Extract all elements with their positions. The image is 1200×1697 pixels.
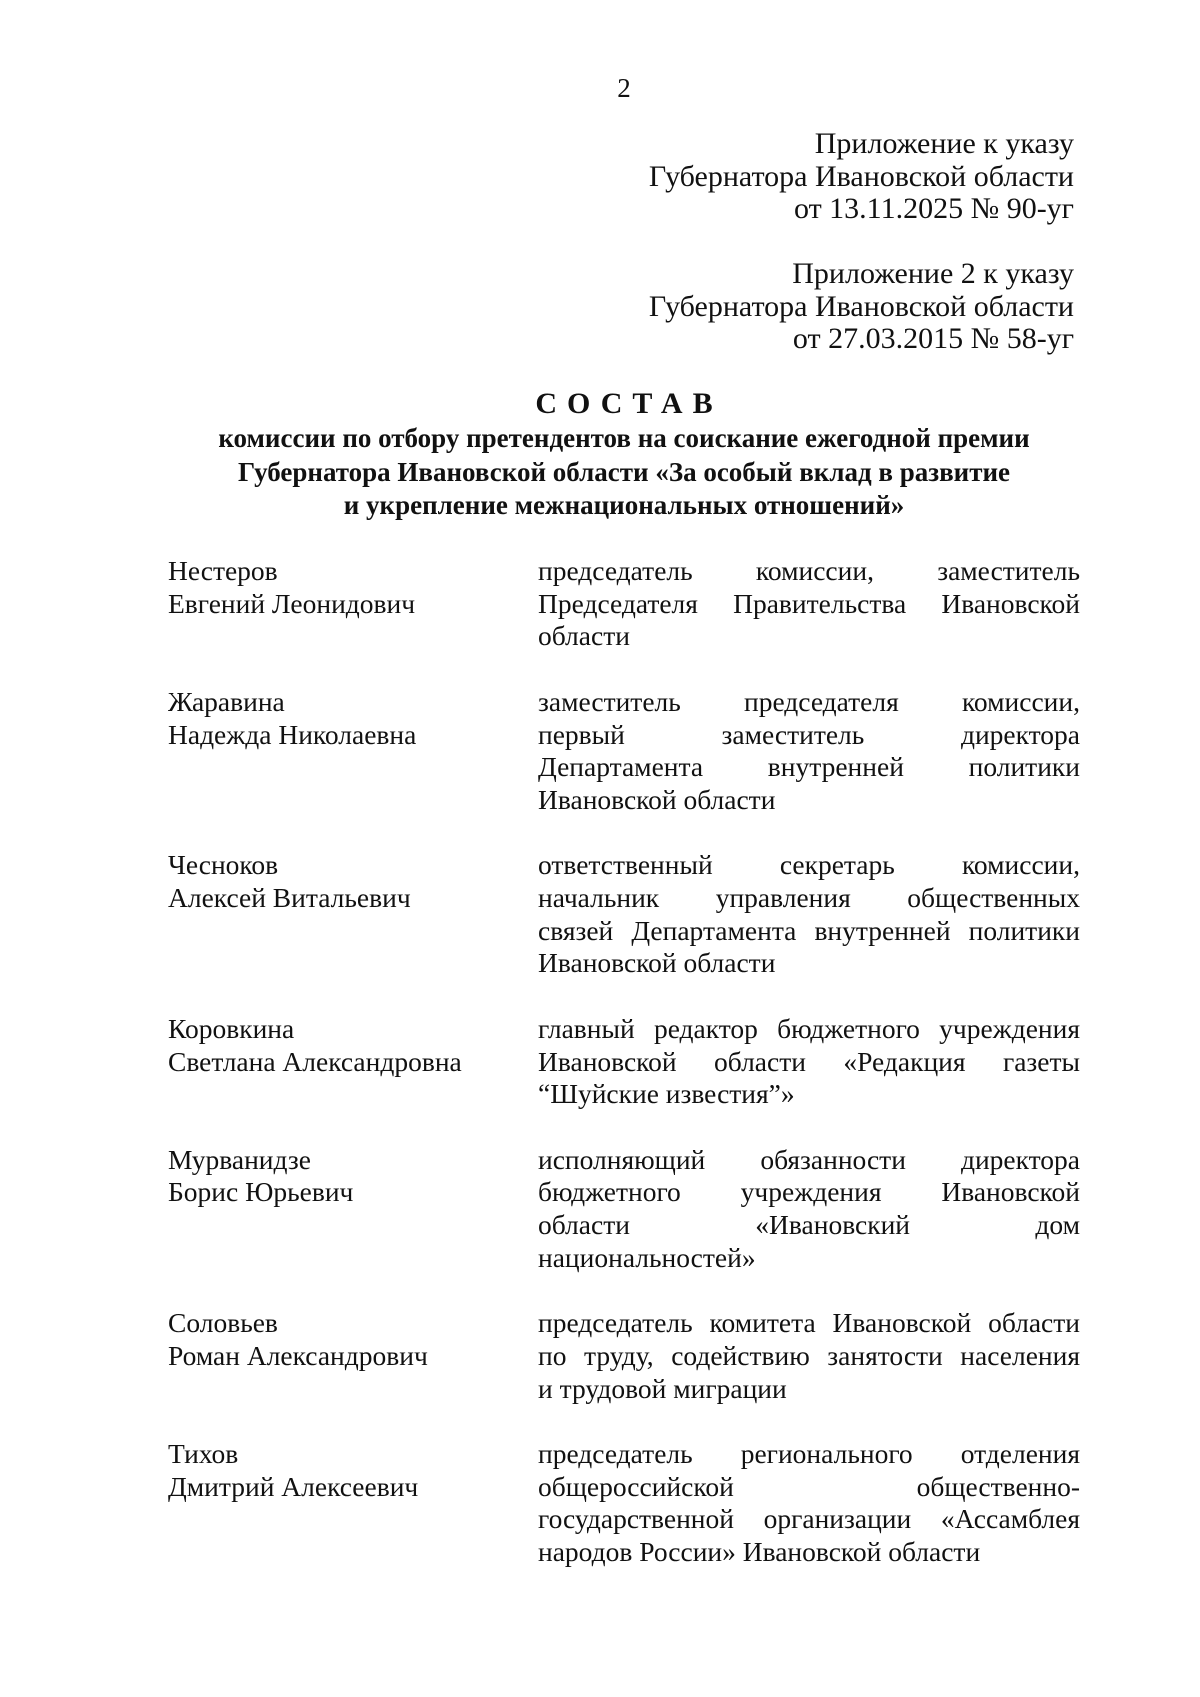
member-surname: Тихов: [168, 1437, 239, 1469]
member-given-names: Светлана Александровна: [168, 1045, 462, 1077]
appendix-line: Губернатора Ивановской области: [648, 289, 1074, 323]
appendix-line: Губернатора Ивановской области: [648, 159, 1074, 193]
member-surname: Нестеров: [168, 555, 278, 586]
member-role-line: государственной организации «Ассамблея: [538, 1503, 1080, 1535]
title-line: и укрепление межнациональных отношений»: [343, 490, 905, 520]
member-spacer: [168, 817, 1080, 850]
member-role-line: народов России» Ивановской области: [538, 1536, 981, 1567]
member-role-line: Ивановской области: [538, 947, 776, 979]
member-surname: Чесноков: [168, 849, 279, 881]
member-given-names: Евгений Леонидович: [168, 587, 416, 619]
member-given-names: Алексей Витальевич: [168, 882, 411, 913]
appendix-line: Приложение к указу: [814, 127, 1074, 160]
member-spacer: [168, 653, 1080, 686]
title-line: комиссии по отбору претендентов на соискание ежегодной премии: [218, 423, 1030, 453]
appendix-reference-current: [649, 128, 1074, 226]
member-name: [168, 555, 508, 620]
member-name: [168, 1144, 508, 1209]
member-role: [538, 1307, 1080, 1405]
member-role-line: исполняющий обязанности директора: [538, 1143, 1080, 1175]
member-name: [168, 686, 508, 751]
member-role-line: и трудовой миграции: [538, 1372, 787, 1404]
title-main: СОСТАВ: [535, 387, 723, 420]
member-surname: Мурванидзе: [168, 1143, 311, 1175]
member-role-line: бюджетного учреждения Ивановской: [538, 1176, 1080, 1208]
appendix-line: от 13.11.2025 № 90-уг: [793, 192, 1074, 225]
member-surname: Жаравина: [168, 685, 285, 717]
member-entry: [168, 1144, 1080, 1275]
member-role-line: области: [538, 620, 630, 652]
member-name: [168, 1307, 508, 1372]
member-surname: Соловьев: [168, 1307, 278, 1339]
member-role-line: главный редактор бюджетного учреждения: [538, 1012, 1080, 1044]
member-given-names: Дмитрий Алексеевич: [168, 1470, 419, 1502]
member-role-line: ответственный секретарь комиссии,: [538, 849, 1080, 881]
member-spacer: [168, 1111, 1080, 1144]
member-surname: Коровкина: [168, 1012, 295, 1044]
member-entry: [168, 1438, 1080, 1569]
appendix-reference-original: [649, 258, 1074, 356]
member-role-line: Ивановской области: [538, 783, 776, 815]
member-role-line: общероссийской общественно-: [538, 1470, 1080, 1502]
commission-members-list: [168, 555, 1080, 1569]
member-entry: [168, 686, 1080, 817]
document-title: [0, 386, 1200, 523]
member-entry: [168, 555, 1080, 653]
member-role-line: связей Департамента внутренней политики: [538, 914, 1080, 946]
member-role-line: “Шуйские известия”»: [538, 1078, 795, 1110]
member-role: [538, 555, 1080, 653]
member-given-names: Борис Юрьевич: [168, 1176, 354, 1208]
member-role-line: области «Ивановский дом: [538, 1209, 1080, 1240]
member-role-line: Председателя Правительства Ивановской: [538, 587, 1080, 619]
member-name: [168, 849, 508, 914]
member-role-line: первый заместитель директора: [538, 718, 1080, 750]
member-role-line: председатель комитета Ивановской области: [538, 1307, 1080, 1339]
member-role-line: по труду, содействию занятости населения: [538, 1339, 1080, 1371]
member-given-names: Роман Александрович: [168, 1339, 428, 1371]
member-name: [168, 1438, 508, 1503]
member-role-line: национальностей»: [538, 1241, 756, 1273]
member-entry: [168, 849, 1080, 980]
member-entry: [168, 1013, 1080, 1111]
appendix-line: Приложение 2 к указу: [792, 257, 1074, 290]
member-role-line: председатель комиссии, заместитель: [538, 555, 1080, 586]
member-role-line: Ивановской области «Редакция газеты: [538, 1045, 1080, 1077]
member-role-line: Департамента внутренней политики: [538, 751, 1080, 783]
member-spacer: [168, 980, 1080, 1013]
member-given-names: Надежда Николаевна: [168, 718, 417, 750]
member-role: [538, 1013, 1080, 1111]
member-role-line: начальник управления общественных: [538, 882, 1080, 913]
member-role: [538, 1144, 1080, 1275]
member-role-line: председатель регионального отделения: [538, 1437, 1080, 1469]
member-role-line: заместитель председателя комиссии,: [538, 685, 1080, 717]
member-role: [538, 849, 1080, 980]
page-number: 2: [617, 73, 631, 103]
member-entry: [168, 1307, 1080, 1405]
title-line: Губернатора Ивановской области «За особый вклад в развитие: [237, 456, 1011, 487]
appendix-line: от 27.03.2015 № 58-уг: [792, 322, 1074, 355]
member-name: [168, 1013, 508, 1078]
member-role: [538, 686, 1080, 817]
member-role: [538, 1438, 1080, 1569]
member-spacer: [168, 1274, 1080, 1307]
member-spacer: [168, 1405, 1080, 1438]
